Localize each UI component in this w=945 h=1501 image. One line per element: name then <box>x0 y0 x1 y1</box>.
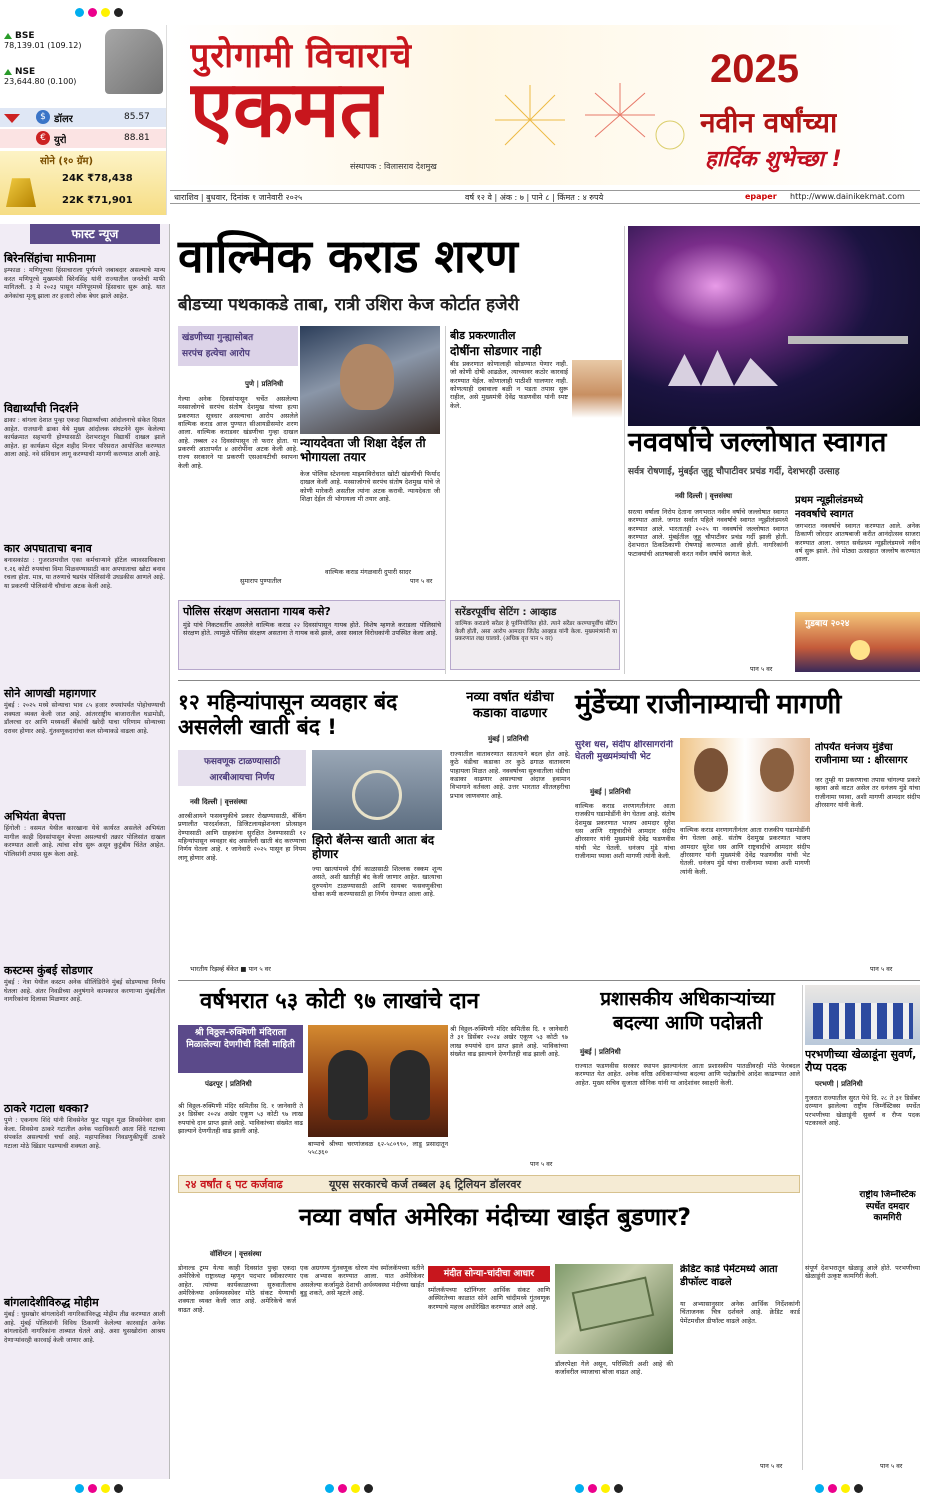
fast-news-title: फास्ट न्यूज <box>30 224 160 244</box>
sports-caption: परभणीच्या खेळाडूंना सुवर्ण, रौप्य पदक <box>805 1048 917 1075</box>
founder-line: संस्थापक : विलासराव देशमुख <box>350 162 437 171</box>
lead-credit2: सुमाराप पुण्यातील <box>240 577 282 585</box>
gold-bars-icon <box>6 171 36 207</box>
zero-balance-headline: झिरो बॅलेन्स खाती आता बंद होणार <box>312 833 435 862</box>
bull-icon <box>105 29 163 94</box>
registration-mark <box>114 8 123 17</box>
registration-mark <box>114 1484 123 1493</box>
lead-subhead: बीडच्या पथकाकडे ताबा, रात्री उशिरा केज कोर्टात हजेरी <box>178 295 519 315</box>
divider <box>178 980 920 981</box>
euro-icon: € <box>36 131 50 145</box>
sports-photo <box>805 985 920 1045</box>
gold-silver-body: स्मॉलकॅपच्या स्टॉनिंग्जर आर्थिक संकट आणि अस्थिरतेच्या काळात सोने आणि चांदीमध्ये गुंतवणूक करण्याचे महत्त्व अधोरेखित करण्यात आले आहे. <box>428 1286 550 1311</box>
person-icon <box>340 344 394 410</box>
registration-mark <box>101 8 110 17</box>
info-bar <box>170 190 920 204</box>
fast-news-body: मुंबई : २०२५ मध्ये सोन्याचा भाव ८५ हजार रुपयांपर्यंत पोहोचण्याची शक्यता व्यक्त केली जात आहे. आंतरराष्ट्रीय बाजारातील घडामोडी, डॉलरचा दर आणि मध्यवर्ती बँकांची खरेदी याचा परिणाम सोन्याच्या दरावर होणार आहे. गुंतवणूकदारांचा कल सोन्याकडे वाढला आहे. <box>4 702 165 735</box>
bse-row: BSE 78,139.01 (109.12) <box>4 31 82 51</box>
surrender-box <box>450 600 620 670</box>
fast-news-headline: बांगलादेशीविरुद्ध मोहीम <box>4 1296 99 1309</box>
euro-row: € युरो 88.81 <box>0 129 167 148</box>
fast-news-headline: सोने आणखी महागणार <box>4 687 96 700</box>
gold-silver-kicker: मंदीत सोन्या-चांदीचा आधार <box>428 1266 550 1282</box>
fast-news-panel <box>0 224 170 1479</box>
masthead <box>170 25 920 185</box>
registration-mark <box>815 1484 824 1493</box>
fast-news-body: ढाका : बांगला देशात पुन्हा एकदा विद्यार्थ्यांच्या आंदोलनाचे संकेत दिसत आहेत. राजधानी ढाका येथे मुख्य आंदोलक संघटनेने सुरू केलेल्या कार्यक्रमात सहभागी होण्यासाठी देशभरातून विद्यार्थी दाखल झाले आहेत. हा कार्यक्रम सेंट्रल शहीद मिनार परिसरात आयोजित करण्यात आला आहे. नवे संविधान लागू करण्याची मागणी करण्यात आली आहे. <box>4 417 165 458</box>
fast-news-body: पुणे : एकनाथ शिंदे यांनी शिवसेनेत फूट पाडून मूळ शिवसेनेवर दावा केला. शिवसेना ठाकरे गटातील अनेक पदाधिकारी आता शिंदे गटाच्या संपर्कात असल्याची चर्चा आहे. महापालिका निवडणुकीपूर्वी ठाकरे गटाला मोठे खिंडार पडण्याची शक्यता आहे. <box>4 1117 165 1150</box>
greeting-line1: नवीन वर्षांच्या <box>700 106 838 139</box>
fast-news-headline: विद्यार्थ्यांची निदर्शने <box>4 402 79 415</box>
fadnavis-photo <box>572 360 622 418</box>
nse-row: NSE 23,644.80 (0.100) <box>4 67 77 87</box>
divider <box>802 985 803 1470</box>
fast-news-headline: कार अपघाताचा बनाव <box>4 542 92 555</box>
newyear-continue: पान ५ वर <box>750 665 773 673</box>
lead-body: गेल्या अनेक दिवसांपासून चर्चेत असलेल्या मस्साजोगचे सरपंच संतोष देशमुख यांच्या हत्या प्रकरणात सूत्रधार असल्याचा आरोप असलेले वाल्मिक कराड आज पुण्यात सीआयडीसमोर शरण आला. वाल्मिक कराडवर खंडणीचा गुन्हा दाखल आहे. तब्बल २२ दिवसांपासून तो फरार होता. या प्रकरणी आतापर्यंत ४ आरोपींना अटक केली आहे. राज्य सरकारने या प्रकरणी एसआयटीची स्थापना केली आहे. <box>178 395 298 470</box>
registration-mark <box>828 1484 837 1493</box>
registration-mark <box>88 1484 97 1493</box>
sun-icon <box>850 640 870 660</box>
lead-photo-credit: वाल्मिक कराड मंगळवारी दुपारी सादर <box>325 568 412 576</box>
fast-news-body: बनासकांठा : गुजरातमधील एका कर्मचाऱ्याने हॉटेल व्यावसायिकाचा १.२६ कोटी रुपयांचा विमा मिळवण्यासाठी कार अपघाताचा खोटा बनाव रचला होता. मात्र, या तरुणाचे षडयंत्र पोलिसांनी उघडकीस आणले आहे. या प्रकरणी पोलिसांनी चौघांना अटक केली आहे. <box>4 557 165 590</box>
donation-body: श्री विठ्ठल-रुक्मिणी मंदिर समितीस दि. १ जानेवारी ते ३१ डिसेंबर २०२४ अखेर एकूण ५३ कोटी ९७ लाख रुपयांचे दान प्राप्त झाले आहे. भाविकांच्या संख्येत वाढ झाल्याने देणगीतही वाढ झाली आहे. <box>178 1102 303 1135</box>
lead-byline: पुणे | प्रतिनिधी <box>245 380 284 388</box>
donation-continue: पान ५ वर <box>530 1160 553 1168</box>
sunset-photo: गुडबाय २०२४ <box>795 612 920 672</box>
lead-photo-body: केज पोलिस स्टेशनला माझ्याविरोधात खोटी खंडणीची फिर्याद दाखल केली आहे. मस्साजोगचे सरपंच संतोष देशमुख यांचे जे कोणी मारेकरी असतील त्यांना अटक करावी. न्यायदेवता जी शिक्षा देईल ती भोगायला मी तयार आहे. <box>300 470 440 503</box>
registration-mark <box>614 1484 623 1493</box>
newyear-nz-headline-2: नववर्षाचे स्वागत <box>795 509 854 520</box>
issue-date: धाराशिव | बुधवार, दिनांक १ जानेवारी २०२५ <box>174 193 303 202</box>
sports-side-headline: राष्ट्रीय जिम्नॅस्टिक स्पर्धेत दमदार कामगिरी <box>859 1190 916 1224</box>
dollar-icon: $ <box>36 110 50 124</box>
dollar-row: $ डॉलर 85.57 <box>0 108 167 127</box>
lead-photo <box>300 326 440 434</box>
epaper-label: epaper <box>745 192 777 201</box>
rbi-logo-icon <box>352 770 402 820</box>
side1-body: बीड प्रकरणात कोणालाही सोडण्यात येणार नाही. जो कोणी दोषी आढळेल, त्याच्यावर कठोर कारवाई करण्यात येईल. कोणालाही पाठीशी घालणार नाही. कोणत्याही दबावाला बळी न पडता तपास सुरू राहील, असे मुख्यमंत्री देवेंद्र फडणवीस यांनी स्पष्ट केले. <box>450 360 568 410</box>
fast-news-headline: ठाकरे गटाला धक्का? <box>4 1102 90 1115</box>
dollar-text: डॉलरपेक्षा गेले असून, परिस्थिती अशी आहे की कर्जावरील व्याजाचा बोजा वाढत आहे. <box>555 1360 673 1377</box>
dollar-notes-photo <box>555 1264 673 1354</box>
sydney-fireworks-photo <box>628 226 920 426</box>
up-arrow-icon <box>4 33 12 39</box>
registration-mark <box>351 1484 360 1493</box>
opera-house-icon <box>668 346 778 386</box>
munde-body: वाल्मिक कराड शरणागतीनंतर आता राजकीय घडामोडींनी वेग घेतला आहे. संतोष देशमुख प्रकरणात भाजप आमदार सुरेश धस आणि राष्ट्रवादीचे आमदार संदीप क्षीरसागर यांनी मुख्यमंत्री देवेंद्र फडणवीस यांची भेट घेतली. धनंजय मुंडे यांचा राजीनामा घ्यावा अशी मागणी त्यांनी केली. <box>575 802 675 860</box>
fireworks-icon <box>470 75 700 165</box>
side1-headline-2: दोषींना सोडणार नाही <box>450 344 542 358</box>
fast-news-headline: कस्टम्स कुंबई सोडणार <box>4 964 93 977</box>
recession-continue: पान ५ वर <box>760 1462 783 1470</box>
registration-mark <box>88 8 97 17</box>
munde-byline: मुंबई | प्रतिनिधी <box>590 788 631 796</box>
newyear-subhead: सर्वत्र रोषणाई, मुंबईत जुहू चौपाटीवर प्रचंड गर्दी, देशभरही उत्साह <box>628 467 840 477</box>
recession-body-2: एक अग्रगण्य गुंतवणूक धोरण मंच स्मॉलकॅपच्या वतीने एक अभ्यास करण्यात आला. यात अमेरिकेवर असलेल्या कर्जामुळे देशाची अर्थव्यवस्था मंदीच्या खाईत बुडू शकते, असे म्हटले आहे. <box>300 1264 424 1297</box>
lead-continue: पान ५ वर <box>410 577 433 585</box>
closed-byline: नवी दिल्ली | वृत्तसंस्था <box>190 798 248 806</box>
recession-byline: वॉशिंग्टन | वृत्तसंस्था <box>210 1250 262 1258</box>
banknote-icon <box>572 1277 655 1332</box>
recession-body: डोनाल्ड ट्रम्प येत्या काही दिवसांत पुन्हा एकदा अमेरिकेचे राष्ट्राध्यक्ष म्हणून पदभार स्वीकारणार आहेत. त्यांच्या कार्यकाळाच्या सुरुवातीलाच अमेरिकेच्या अर्थव्यवस्थेवर मोठे संकट येण्याची शक्यता व्यक्त केली जात आहे. अमेरिकेचे कर्ज वाढत आहे. <box>178 1264 296 1314</box>
idol-icon <box>328 1050 368 1120</box>
person-icon <box>760 748 794 792</box>
recession-headline: नव्या वर्षात अमेरिका मंदीच्या खाईत बुडणार? <box>298 1203 692 1231</box>
debt-bar: २४ वर्षांत ६ पट कर्जवाढ यूएस सरकारचे कर्ज तब्बल ३६ ट्रिलियन डॉलरवर <box>178 1175 800 1193</box>
munde-side-headline: तोपर्यंत धनंजय मुंडेंचा राजीनामा घ्या : क्षीरसागर <box>815 742 908 766</box>
newyear-byline: नवी दिल्ली | वृत्तसंस्था <box>675 492 733 500</box>
fast-news-body: हिंगोली : वसमत येथील कारखाना येथे कार्यरत असलेले अभियंता मागील काही दिवसांपासून बेपत्ता असल्याची तक्रार पोलिसांत दाखल करण्यात आली आहे. त्यांचा शोध सुरू असून कुटुंबीय चिंतेत आहेत. पोलिसांनी तपास सुरू केला आहे. <box>4 825 165 858</box>
cold-body: राज्यातील वातावरणात सातत्याने बदल होत आहे. कुठे थंडीचा कडाका तर कुठे ढगाळ वातावरण पाहायला मिळत आहे. नववर्षाच्या सुरुवातीला थंडीचा कडाका वाढणार असल्याचा अंदाज हवामान विभागाने वर्तवला आहे. उत्तर भारतात शीतलहरीचा प्रभाव जाणवणार आहे. <box>450 750 570 800</box>
down-arrow-icon <box>4 114 20 123</box>
divider <box>624 226 625 674</box>
cold-headline: नव्या वर्षात थंडीचा कडाका वाढणार <box>466 690 554 722</box>
registration-mark <box>338 1484 347 1493</box>
fast-news-headline: बिरेनसिंहांचा माफीनामा <box>4 252 96 265</box>
closed-kicker: फसवणूक टाळण्यासाठी आरबीआयचा निर्णय <box>178 750 306 786</box>
surrender-box-headline: सरेंडरपूर्वीच सेटिंग : आव्हाड <box>455 607 557 618</box>
police-box <box>178 600 446 670</box>
closed-continue: भारतीय रिझर्व्ह बँकेत ■ पान ५ वर <box>190 965 271 973</box>
donation-headline: वर्षभरात ५३ कोटी ९७ लाखांचे दान <box>200 989 479 1014</box>
idol-icon <box>390 1050 430 1120</box>
registration-mark <box>854 1484 863 1493</box>
closed-headline: १२ महिन्यांपासून व्यवहार बंद असलेली खाती बंद ! <box>178 690 398 740</box>
masthead-tagline: पुरोगामी विचाराचे <box>190 36 413 76</box>
surrender-box-body: वाल्मिक कराडचे सरेंडर हे पूर्वनियोजित होते. त्याने सरेंडर करण्यापूर्वीच सेटिंग केली होती, असा आरोप आमदार जितेंद्र आव्हाड यांनी केला. मुख्यमंत्र्यांनी या प्रकरणात लक्ष घालावे. (अधिक वृत्त पान ५ वर) <box>455 621 617 643</box>
closed-body: आरबीआयने फसवणुकीचे प्रकार रोखण्यासाठी, बँकिंग प्रणालीत पारदर्शकता, डिजिटलायझेशनला प्रोत्साहन देण्यासाठी आणि ग्राहकांना सुरक्षित ठेवण्यासाठी १२ महिन्यांपासून व्यवहार बंद असलेली खाती बंद करण्याचा निर्णय घेतला आहे. १ जानेवारी २०२५ पासून हा नियम लागू होणार आहे. <box>178 812 306 862</box>
admin-byline: मुंबई | प्रतिनिधी <box>580 1048 621 1056</box>
team-icon <box>813 1003 913 1039</box>
zero-balance-body: ज्या खात्यांमध्ये दीर्घ काळासाठी शिल्लक रक्कम शून्य असते, अशी खातीही बंद केली जाणार आहेत. खात्याचा दुरुपयोग टाळण्यासाठी आणि सायबर फसवणुकीचा धोका कमी करण्यासाठी हा निर्णय घेण्यात आला आहे. <box>312 865 442 898</box>
registration-mark <box>575 1484 584 1493</box>
greeting-line2: हार्दिक शुभेच्छा ! <box>705 147 842 172</box>
newyear-nz-headline-1: प्रथम न्यूझीलंडमध्ये <box>795 495 864 506</box>
registration-mark <box>325 1484 334 1493</box>
donation-kicker: श्री विठ्ठल-रुक्मिणी मंदिराला मिळालेल्या देणगीची दिली माहिती <box>178 1025 303 1073</box>
police-box-body: मुंडे यांचे निकटवर्तीय असलेले वाल्मिक कराड २२ दिवसांपासून गायब होते. विशेष म्हणजे कराडला पोलिसांचे संरक्षण होते. त्यामुळे पोलिस संरक्षण असताना ते गायब कसे झाले, असा सवाल विरोधकांनी उपस्थित केला आहे. <box>183 621 441 638</box>
registration-mark <box>75 1484 84 1493</box>
registration-mark <box>75 8 84 17</box>
dhas-kshirsagar-photo <box>680 738 810 822</box>
side1-headline-1: बीड प्रकरणातील <box>450 329 516 342</box>
munde-kicker: सुरेश धस, संदीप क्षीरसागरांनी घेतली मुख्यमंत्र्यांची भेट <box>575 740 673 762</box>
sports-body: गुजरात राज्यातील सुरत येथे दि. २८ ते ३१ डिसेंबर दरम्यान झालेल्या राष्ट्रीय जिम्नॅस्टिक्स स्पर्धेत परभणीच्या खेळाडूंनी सुवर्ण व रौप्य पदक पटकावले आहे. <box>805 1094 920 1127</box>
munde-body-2: वाल्मिक कराड शरणागतीनंतर आता राजकीय घडामोडींनी वेग घेतला आहे. संतोष देशमुख प्रकरणात भाजप आमदार सुरेश धस आणि राष्ट्रवादीचे आमदार संदीप क्षीरसागर यांनी मुख्यमंत्री देवेंद्र फडणवीस यांची भेट घेतली. धनंजय मुंडे यांचा राजीनामा घ्यावा अशी मागणी त्यांनी केली. <box>680 826 810 876</box>
admin-body: राज्यात फडणवीस सरकार स्थापन झाल्यानंतर आता प्रशासकीय पातळीवरही मोठे फेरबदल करण्यात येत आहेत. अनेक वरिष्ठ अधिकाऱ्यांच्या बदल्या आणि पदोन्नतीचे आदेश काढण्यात आले आहेत. मुख्य सचिव सुजाता सौनिक यांनी या आदेशांवर स्वाक्षरी केली. <box>575 1062 800 1087</box>
donation-body-2: श्री विठ्ठल-रुक्मिणी मंदिर समितीस दि. १ जानेवारी ते ३१ डिसेंबर २०२४ अखेर एकूण ५३ कोटी ९७ लाख रुपयांचे दान प्राप्त झाले आहे. भाविकांच्या संख्येत वाढ झाल्याने देणगीतही वाढ झाली आहे. <box>450 1025 568 1058</box>
munde-side-body: जर तुम्ही या प्रकरणाचा तपास चांगल्या प्रकारे व्हावा असे वाटत असेल तर धनंजय मुंडे यांचा राजीनामा घ्यावा, अशी मागणी आमदार संदीप क्षीरसागर यांनी केली. <box>815 776 920 809</box>
masthead-title: एकमत <box>190 71 385 149</box>
edition-info: वर्ष १२ वे | अंक : ७ | पाने ८ | किंमत : ४ रुपये <box>465 193 604 202</box>
sports-side-body: संपूर्ण देशभरातून खेळाडू आले होते. परभणीच्या खेळाडूंनी उत्कृष्ट कामगिरी केली. <box>805 1264 920 1281</box>
registration-mark <box>588 1484 597 1493</box>
person-icon <box>694 748 728 792</box>
admin-headline: प्रशासकीय अधिकाऱ्यांच्या बदल्या आणि पदोन्नती <box>600 988 775 1034</box>
newyear-nz-body: जगभरात नववर्षाचे स्वागत करण्यात आले. अनेक ठिकाणी जोरदार आतषबाजी करीत आनंदोत्सव साजरा करण्यात आला. जगात सर्वप्रथम न्यूझीलंडमध्ये नवीन वर्ष सुरू झाले. तेथे मोठ्या उत्साहात जल्लोष करण्यात आला. <box>795 522 920 564</box>
sports-byline: परभणी | प्रतिनिधी <box>815 1080 863 1088</box>
cold-byline: मुंबई | प्रतिनिधी <box>488 735 529 743</box>
donation-byline: पंढरपूर | प्रतिनिधी <box>205 1080 252 1088</box>
divider <box>445 326 446 674</box>
registration-mark <box>101 1484 110 1493</box>
bridge-icon <box>788 336 908 344</box>
fast-news-body: मुंबई : घुसखोर बांगलादेशी नागरिकांविरुद्ध मोहीम तीव्र करण्यात आली आहे. मुंबई पोलिसांनी विविध ठिकाणी केलेल्या कारवाईत अनेक बांगलादेशी नागरिकांना ताब्यात घेतले आहे. अशा घुसखोरांना आश्रय देणाऱ्यांवरही कारवाई केली जाणार आहे. <box>4 1311 165 1344</box>
newyear-body: सरत्या वर्षाला निरोप देताना जगभरात नवीन वर्षाचे जल्लोषात स्वागत करण्यात आले. जगात सर्वात पहिले नववर्षाचे स्वागत न्यूझीलंडमध्ये करण्यात आले. भारतातही २०२५ या नववर्षाचे जल्लोषात स्वागत करण्यात आले. मुंबईतील जुहू चौपाटीवर प्रचंड गर्दी झाली होती. देशभरात ठिकठिकाणी रोषणाई करण्यात आली होती. नागरिकांनी फटाक्यांची आतषबाजी करत नवीन वर्षाचे स्वागत केले. <box>628 508 788 558</box>
credit-card-body: या अभ्यासानुसार अनेक आर्थिक निर्देशकांनी चिंताजनक चित्र दर्शवले आहे. क्रेडिट कार्ड पेमेंटमधील डीफॉल्ट वाढले आहेत. <box>680 1300 800 1325</box>
police-box-headline: पोलिस संरक्षण असताना गायब कसे? <box>183 605 331 618</box>
vitthal-photo <box>308 1025 448 1137</box>
sports-continue: पान ५ वर <box>880 1462 903 1470</box>
up-arrow-icon <box>4 69 12 75</box>
fast-news-body: मुंबई : नेत्रा येथील कस्टम अनेक सीलिंडिरीने मुंबई सोडण्याचा निर्णय घेतला आहे. अंतर निवडीच्या अनुषंगाने कामकाज करणाऱ्या मुंबईतील नागरिकांना दिलासा मिळणार आहे. <box>4 979 165 1003</box>
donation-caption: बाप्पाचे श्रीच्या चरणांजवळ ६२-५८०९९०, लाडू प्रसादातून ५५८३६० <box>308 1140 448 1157</box>
fast-news-body: इम्फाळ : मणिपूरच्या हिंसाचाराला पूर्णपणे जबाबदार असल्याचे मान्य करत मणिपूरचे मुख्यमंत्री बिरेनसिंह यांनी राज्यातील जनतेची माफी मागितली. ३ मे २०२३ पासून मणिपूरमध्ये हिंसाचार सुरू आहे. यात अनेकांचा मृत्यू झाला तर हजारो लोक बेघर झाले आहेत. <box>4 267 165 300</box>
lead-photo-caption: न्यायदेवता जी शिक्षा देईल ती भोगायला तयार <box>300 436 426 465</box>
newyear-headline: नववर्षाचे जल्लोषात स्वागत <box>628 427 887 457</box>
munde-continue: पान ५ वर <box>870 965 893 973</box>
registration-mark <box>364 1484 373 1493</box>
website-link[interactable]: http://www.dainikekmat.com <box>790 192 905 201</box>
lead-kicker-box: खंडणीच्या गुन्ह्यासोबत सरपंच हत्येचा आरोप <box>178 326 298 366</box>
gold-row: सोने (१० ग्रॅम) 24K ₹78,438 22K ₹71,901 <box>0 151 167 215</box>
registration-mark <box>841 1484 850 1493</box>
market-panel <box>0 25 167 215</box>
greeting-year: 2025 <box>710 47 799 91</box>
munde-headline: मुंडेंच्या राजीनाम्याची मागणी <box>575 689 842 719</box>
rbi-photo <box>312 750 442 830</box>
fast-news-headline: अभियंता बेपत्ता <box>4 810 66 823</box>
registration-mark <box>601 1484 610 1493</box>
credit-card-headline: क्रेडिट कार्ड पेमेंटमध्ये आता डीफॉल्ट वाढले <box>680 1264 778 1288</box>
divider <box>178 680 920 681</box>
lead-headline: वाल्मिक कराड शरण <box>178 229 518 283</box>
